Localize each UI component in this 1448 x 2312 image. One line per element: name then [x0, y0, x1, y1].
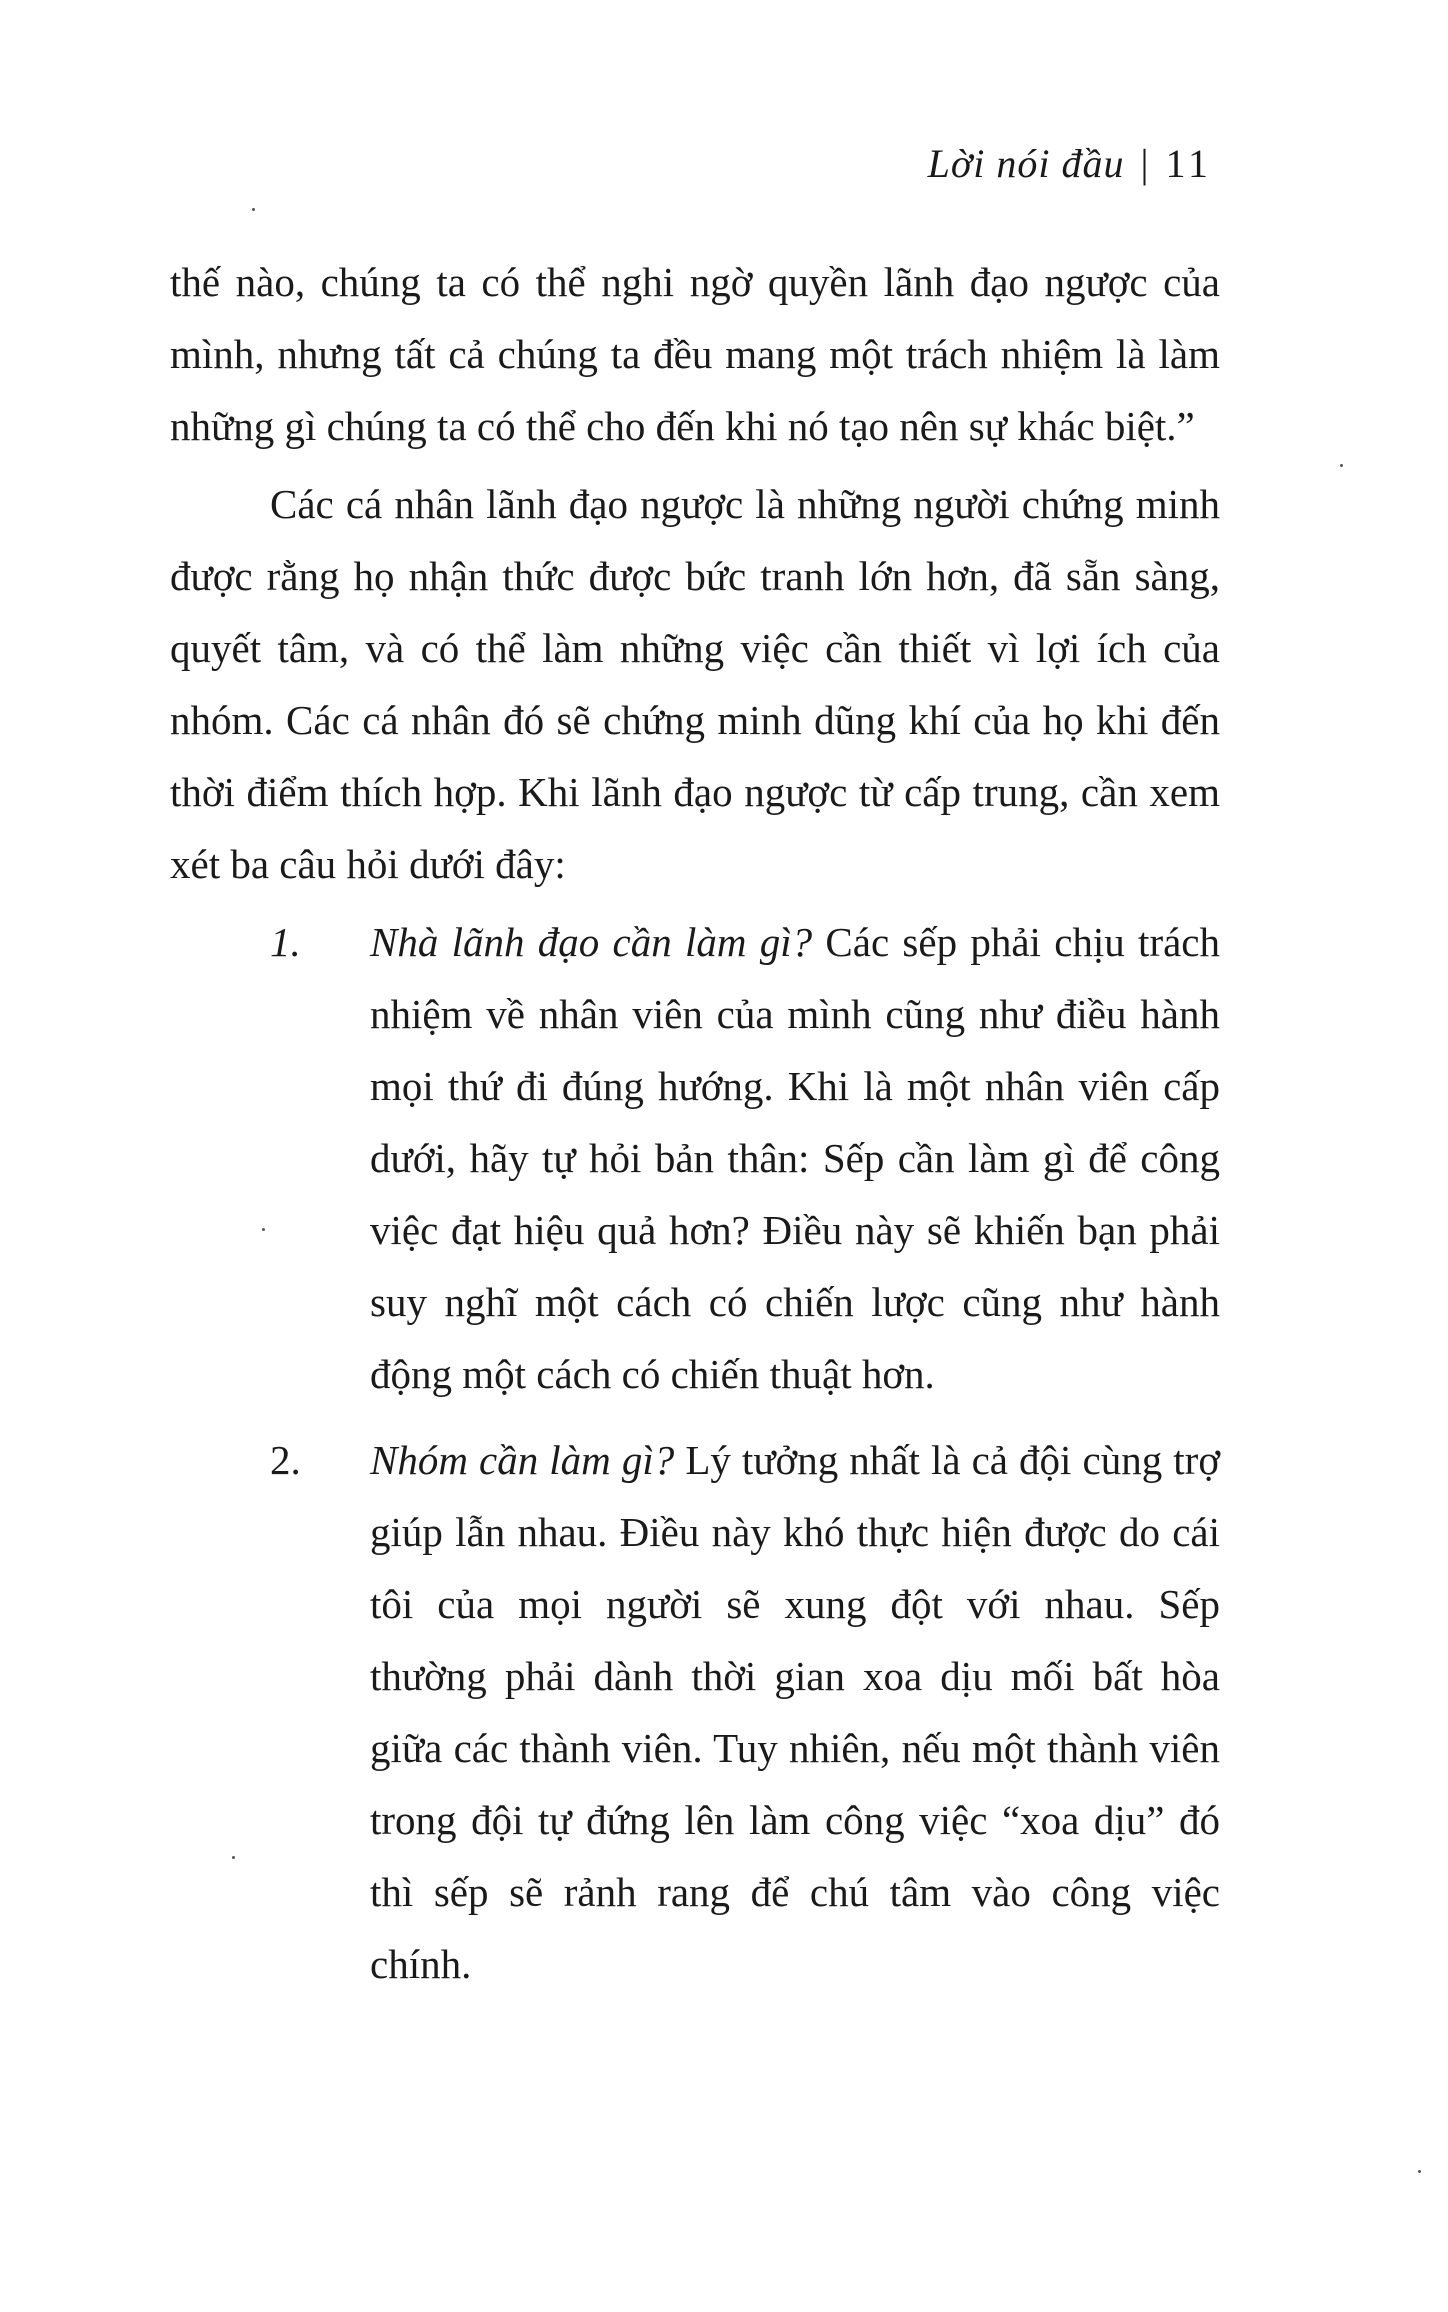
paragraph-continuation: thế nào, chúng ta có thể nghi ngờ quyền lãnh đạo ngược của mình, nhưng tất cả chúng ta đều mang một trách nhiệm là làm những gì chúng ta có thể cho đến khi nó tạo nên sự khác biệt.”: [170, 259, 1220, 449]
scan-speck: [252, 208, 255, 211]
list-item-body: [370, 906, 1220, 1410]
list-item: [170, 1424, 1220, 2000]
running-header: [928, 140, 1212, 188]
chapter-title: Lời nói đầu: [927, 141, 1125, 186]
list-item-text: Các sếp phải chịu trách nhiệm về nhân viên của mình cũng như điều hành mọi thứ đi đúng hướng. Khi là một nhân viên cấp dưới, hãy tự hỏi bản thân: Sếp cần làm gì để công việc đạt hiệu quả hơn? Điều này sẽ khiến bạn phải suy nghĩ một cách có chiến lược cũng như hành động một cách có chiến thuật hơn.: [370, 919, 1220, 1397]
scan-speck: [1418, 2170, 1421, 2173]
list-item-body: [370, 1424, 1220, 2000]
scan-speck: [232, 1856, 235, 1859]
scan-speck: [262, 1228, 265, 1231]
body-text: [170, 246, 1220, 2000]
list-item-number: 1.: [270, 919, 301, 965]
list-item-question: Nhà lãnh đạo cần làm gì?: [370, 919, 813, 965]
list-item-question: Nhóm cần làm gì?: [370, 1437, 675, 1483]
list-item: [170, 906, 1220, 1410]
header-separator: |: [1140, 141, 1150, 186]
scan-speck: [1340, 464, 1343, 467]
paragraph-intro: Các cá nhân lãnh đạo ngược là những người chứng minh được rằng họ nhận thức được bức tranh lớn hơn, đã sẵn sàng, quyết tâm, và có thể làm những việc cần thiết vì lợi ích của nhóm. Các cá nhân đó sẽ chứng minh dũng khí của họ khi đến thời điểm thích hợp. Khi lãnh đạo ngược từ cấp trung, cần xem xét ba câu hỏi dưới đây:: [170, 481, 1220, 887]
question-list: [170, 906, 1220, 2000]
list-item-number: 2.: [270, 1437, 301, 1483]
page-number: 11: [1165, 141, 1212, 186]
list-item-text: Lý tưởng nhất là cả đội cùng trợ giúp lẫn nhau. Điều này khó thực hiện được do cái tôi của mọi người sẽ xung đột với nhau. Sếp thường phải dành thời gian xoa dịu mối bất hòa giữa các thành viên. Tuy nhiên, nếu một thành viên trong đội tự đứng lên làm công việc “xoa dịu” đó thì sếp sẽ rảnh rang để chú tâm vào công việc chính.: [370, 1437, 1220, 1987]
